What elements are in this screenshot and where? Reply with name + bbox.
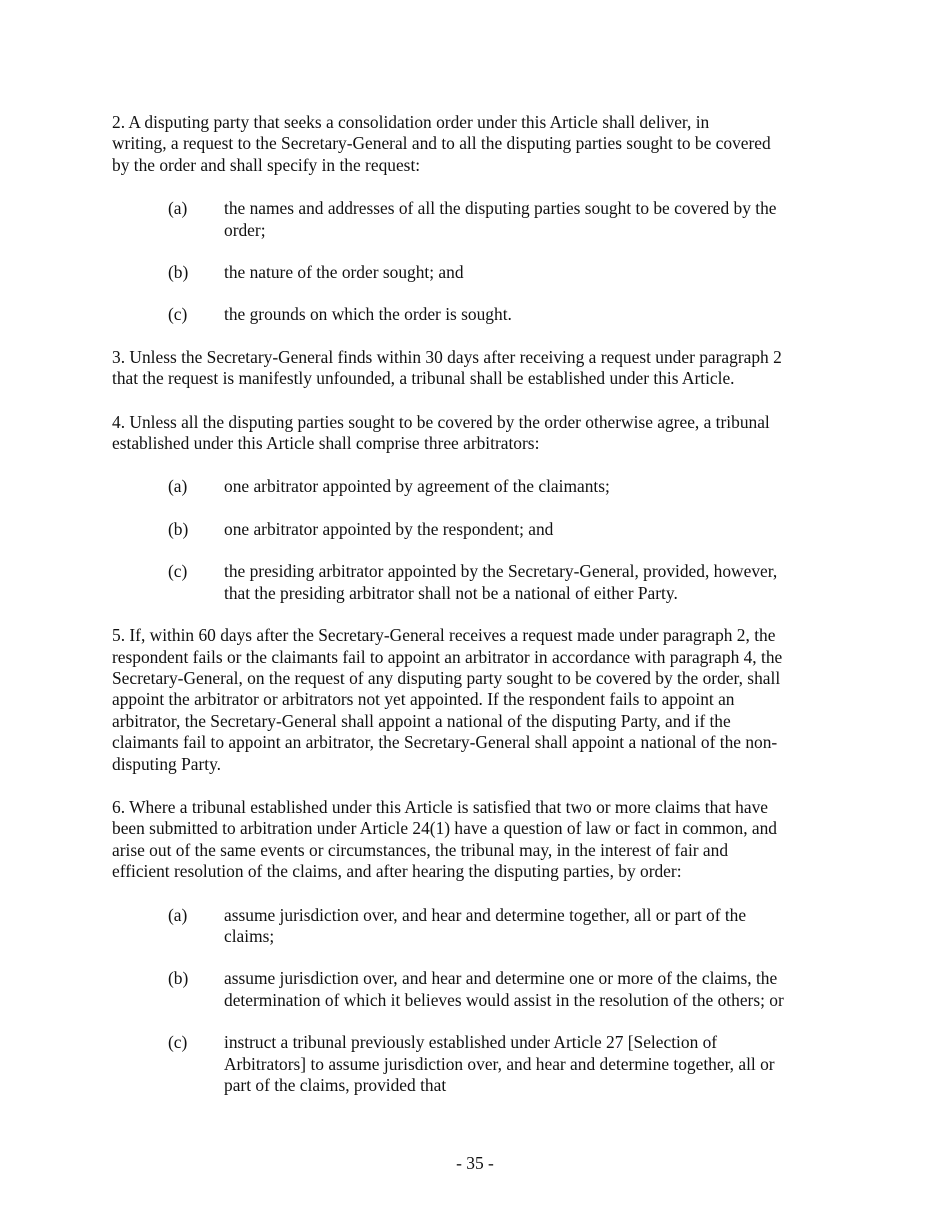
list-item-text: the nature of the order sought; and <box>224 262 464 283</box>
paragraph-3: 3. Unless the Secretary-General finds within 30 days after receiving a request under paragraph 2 that the request is manifestly unfounded, a tribunal shall be established under this Article. <box>112 346 782 389</box>
list-item <box>168 1032 842 1096</box>
paragraph-6: 6. Where a tribunal established under this Article is satisfied that two or more claims that have been submitted to arbitration under Article 24(1) have a question of law or fact in common, and arise out of the same events or circumstances, the tribunal may, in the interest of fair and efficient resolution of the claims, and after hearing the disputing parties, by order: <box>112 796 777 882</box>
list-item-text: instruct a tribunal previously established under Article 27 [Selection of Arbitrators] to assume jurisdiction over, and hear and determine together, all or part of the claims, provided that <box>224 1032 775 1095</box>
list-item-label: (b) <box>168 518 189 539</box>
list-item-label: (c) <box>168 561 188 582</box>
paragraph-2: 2. A disputing party that seeks a consolidation order under this Article shall deliver, in writing, a request to the Secretary-General and to all the disputing parties sought to be covered by the order and shall specify in the request: <box>112 112 771 175</box>
list-item <box>168 905 842 948</box>
list-item <box>168 198 842 241</box>
list-item-text: assume jurisdiction over, and hear and determine together, all or part of the claims; <box>224 904 747 946</box>
paragraph-5: 5. If, within 60 days after the Secretary-General receives a request made under paragraph 2, the respondent fails or the claimants fail to appoint an arbitrator in accordance with paragraph 4, the Secretary-General, on the request of any disputing party sought to be covered by the order, shall appoint the arbitrator or arbitrators not yet appointed. If the respondent fails to appoint an arbitrator, the Secretary-General shall appoint a national of the disputing Party, and if the claimants fail to appoint an arbitrator, the Secretary-General shall appoint a national of the non- disputing Party. <box>112 625 783 774</box>
list-item <box>168 968 842 1011</box>
paragraph-4: 4. Unless all the disputing parties sought to be covered by the order otherwise agree, a tribunal established under this Article shall comprise three arbitrators: <box>112 411 770 454</box>
list-item-text: one arbitrator appointed by the respondent; and <box>224 518 554 539</box>
list-item-text: assume jurisdiction over, and hear and determine one or more of the claims, the determination of which it believes would assist in the resolution of the others; or <box>224 968 784 1010</box>
paragraph-6-list <box>112 905 842 1097</box>
list-item-label: (a) <box>168 904 188 925</box>
list-item <box>168 476 842 497</box>
list-item-label: (c) <box>168 1032 188 1053</box>
list-item-label: (c) <box>168 304 188 325</box>
list-item-label: (b) <box>168 968 189 989</box>
list-item <box>168 304 842 325</box>
list-item-text: the grounds on which the order is sought. <box>224 304 512 325</box>
page-number: - 35 - <box>456 1153 494 1173</box>
list-item <box>168 262 842 283</box>
list-item-text: one arbitrator appointed by agreement of the claimants; <box>224 476 610 497</box>
list-item <box>168 561 842 604</box>
list-item-label: (a) <box>168 198 188 219</box>
list-item-label: (a) <box>168 476 188 497</box>
paragraph-4-list <box>112 476 842 604</box>
document-body <box>112 112 842 1117</box>
list-item-text: the names and addresses of all the disputing parties sought to be covered by the order; <box>224 198 777 240</box>
paragraph-2-list <box>112 198 842 326</box>
list-item-text: the presiding arbitrator appointed by the Secretary-General, provided, however, that the presiding arbitrator shall not be a national of either Party. <box>224 561 778 603</box>
list-item-label: (b) <box>168 262 189 283</box>
list-item <box>168 519 842 540</box>
